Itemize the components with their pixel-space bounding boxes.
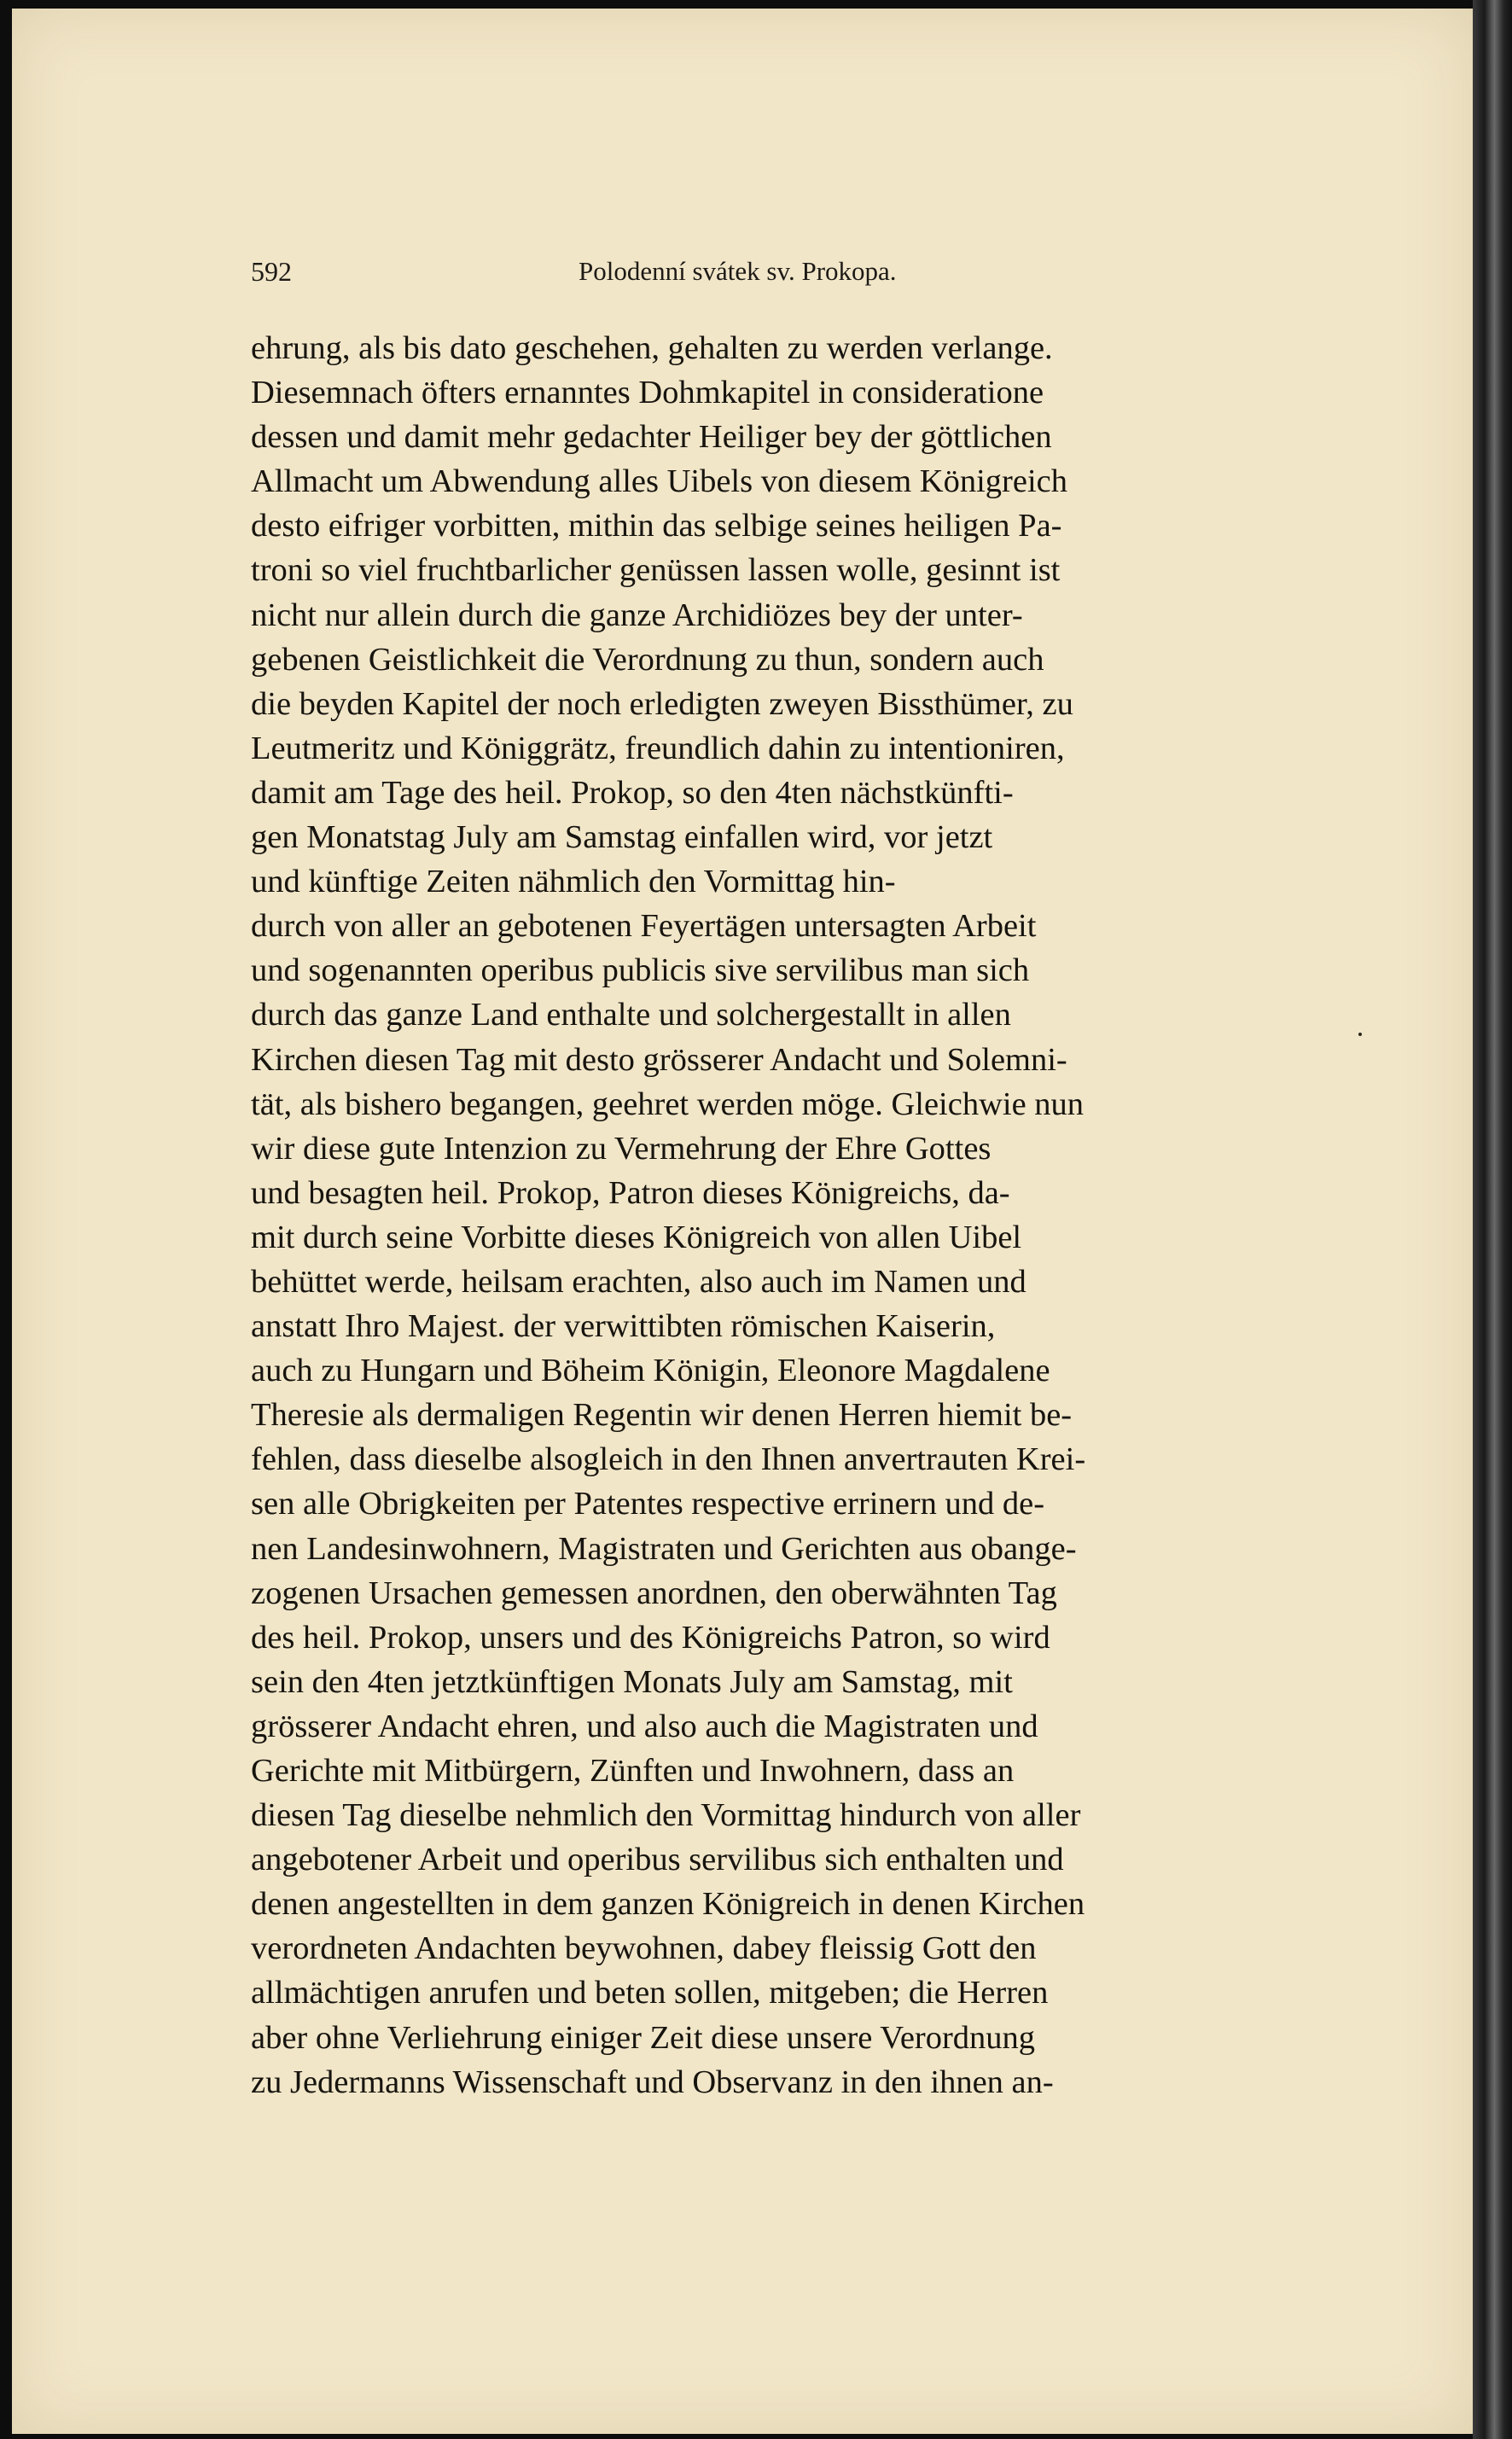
text-line: und besagten heil. Prokop, Patron dieses Königreichs, da- [251,1174,1010,1211]
text-line: und sogenannten operibus publicis sive servilibus man sich [251,952,1030,989]
text-line: des heil. Prokop, unsers und des Königreichs Patron, so wird [251,1619,1050,1656]
running-title: Polodenní svátek sv. Prokopa. [579,256,897,286]
running-head [236,253,1345,290]
text-line: nicht nur allein durch die ganze Archidiözes bey der unter- [251,597,1023,633]
text-line: verordneten Andachten beywohnen, dabey fleissig Gott den [251,1930,1037,1967]
text-line: mit durch seine Vorbitte dieses Königreich von allen Uibel [251,1219,1022,1255]
text-line: allmächtigen anrufen und beten sollen, mitgeben; die Herren [251,1975,1049,2011]
text-line: nen Landesinwohnern, Magistraten und Gerichten aus obange- [251,1530,1077,1567]
text-line: grösserer Andacht ehren, und also auch die Magistraten und [251,1708,1038,1744]
text-line: denen angestellten in dem ganzen Königreich in denen Kirchen [251,1886,1085,1923]
text-line: diesen Tag dieselbe nehmlich den Vormittag hindurch von aller [251,1797,1081,1834]
margin-dot [1358,1033,1362,1036]
text-line: desto eifriger vorbitten, mithin das selbige seines heiligen Pa- [251,508,1062,544]
text-line: fehlen, dass dieselbe alsogleich in den Ihnen anvertrauten Krei- [251,1441,1086,1478]
text-line: damit am Tage des heil. Prokop, so den 4ten nächstkünfti- [251,774,1014,811]
text-line: auch zu Hungarn und Böheim Königin, Eleonore Magdalene [251,1353,1050,1389]
body-text [251,326,1323,2104]
binding-edge [1473,0,1512,2439]
text-line: Leutmeritz und Königgrätz, freundlich dahin zu intentioniren, [251,730,1065,766]
text-line: Gerichte mit Mitbürgern, Zünften und Inwohnern, dass an [251,1753,1015,1789]
text-line: sen alle Obrigkeiten per Patentes respective errinern und de- [251,1486,1045,1522]
text-line: aber ohne Verliehrung einiger Zeit diese unsere Verordnung [251,2019,1036,2056]
page-number: 592 [251,256,292,287]
text-line: zogenen Ursachen gemessen anordnen, den oberwähnten Tag [251,1575,1057,1611]
text-line: sein den 4ten jetztkünftigen Monats July am Samstag, mit [251,1663,1013,1700]
text-line: tät, als bishero begangen, geehret werden möge. Gleichwie nun [251,1086,1085,1122]
text-line: durch das ganze Land enthalte und solchergestallt in allen [251,997,1011,1033]
text-line: gen Monatstag July am Samstag einfallen wird, vor jetzt [251,819,993,856]
text-line: Diesemnach öfters ernanntes Dohmkapitel in consideratione [251,375,1044,411]
text-line: gebenen Geistlichkeit die Verordnung zu thun, sondern auch [251,641,1044,678]
text-line: durch von aller an gebotenen Feyertägen untersagten Arbeit [251,908,1037,945]
text-line: wir diese gute Intenzion zu Vermehrung der Ehre Gottes [251,1130,992,1167]
text-line: angebotener Arbeit und operibus servilibus sich enthalten und [251,1842,1064,1878]
text-line: und künftige Zeiten nähmlich den Vormittag hin- [251,864,896,900]
text-line: zu Jedermanns Wissenschaft und Observanz in den ihnen an- [251,2064,1054,2100]
text-line: Kirchen diesen Tag mit desto grösserer Andacht und Solemni- [251,1041,1067,1078]
text-line: behüttet werde, heilsam erachten, also auch im Namen und [251,1263,1026,1300]
text-line: Theresie als dermaligen Regentin wir denen Herren hiemit be- [251,1397,1073,1434]
text-line: dessen und damit mehr gedachter Heiliger bey der göttlichen [251,419,1052,456]
text-line: Allmacht um Abwendung alles Uibels von diesem Königreich [251,463,1067,500]
text-line: anstatt Ihro Majest. der verwittibten römischen Kaiserin, [251,1308,996,1345]
text-line: troni so viel fruchtbarlicher genüssen lassen wolle, gesinnt ist [251,552,1061,589]
text-line: die beyden Kapitel der noch erledigten zweyen Bissthümer, zu [251,685,1073,722]
text-line: ehrung, als bis dato geschehen, gehalten zu werden verlange. [251,330,1053,366]
